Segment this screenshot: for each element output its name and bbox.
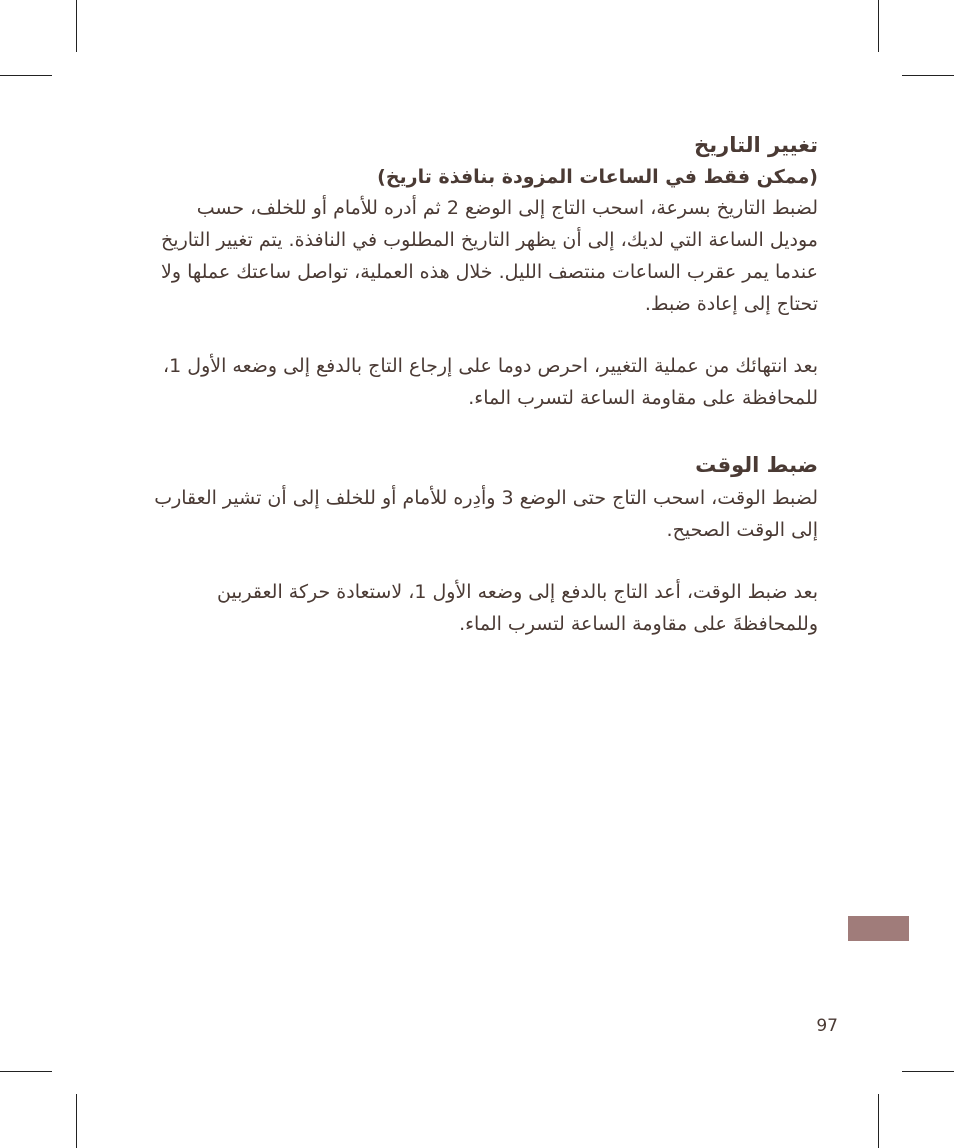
section-set-time xyxy=(150,448,818,640)
crop-mark-bottom-left-vertical xyxy=(76,1094,77,1148)
section-change-date xyxy=(150,128,818,414)
paragraph-time-water-resistance: بعد ضبط الوقت، أعد التاج بالدفع إلى وضعه الأول 1، لاستعادة حركة العقربين وللمحافظةَ على مقاومة الساعة لتسرب الماء. xyxy=(216,581,818,635)
chapter-tab-marker xyxy=(848,916,909,941)
page-number: 97 xyxy=(816,1016,838,1036)
paragraph-date-water-resistance: بعد انتهائك من عملية التغيير، احرص دوما على إرجاع التاج بالدفع إلى وضعه الأول 1، للمحافظة على مقاومة الساعة لتسرب الماء. xyxy=(162,355,818,409)
section-title-set-time: ضبط الوقت xyxy=(695,453,818,477)
crop-mark-bottom-right-horizontal xyxy=(902,1071,954,1072)
crop-mark-bottom-right-vertical xyxy=(878,1094,879,1148)
section-subtitle-change-date: (ممكن فقط في الساعات المزودة بنافذة تاريخ) xyxy=(377,166,818,188)
crop-mark-top-right-vertical xyxy=(878,0,879,52)
crop-mark-bottom-left-horizontal xyxy=(0,1071,52,1072)
crop-mark-top-right-horizontal xyxy=(902,75,954,76)
section-title-change-date: تغيير التاريخ xyxy=(694,133,818,157)
crop-mark-top-left-vertical xyxy=(76,0,77,52)
paragraph-date-instructions: لضبط التاريخ بسرعة، اسحب التاج إلى الوضع 2 ثم أدره للأمام أو للخلف، حسب موديل الساعة التي لديك، إلى أن يظهر التاريخ المطلوب في النافذة. يتم تغيير التاريخ عندما يمر عقرب الساعات منتصف الليل. خلال هذه العملية، تواصل ساعتك عملها ولا تحتاج إلى إعادة ضبط. xyxy=(161,197,818,315)
crop-mark-top-left-horizontal xyxy=(0,75,52,76)
paragraph-time-instructions: لضبط الوقت، اسحب التاج حتى الوضع 3 وأدِره للأمام أو للخلف إلى أن تشير العقارب إلى الوقت الصحيح. xyxy=(154,487,818,541)
page-content xyxy=(150,128,818,640)
